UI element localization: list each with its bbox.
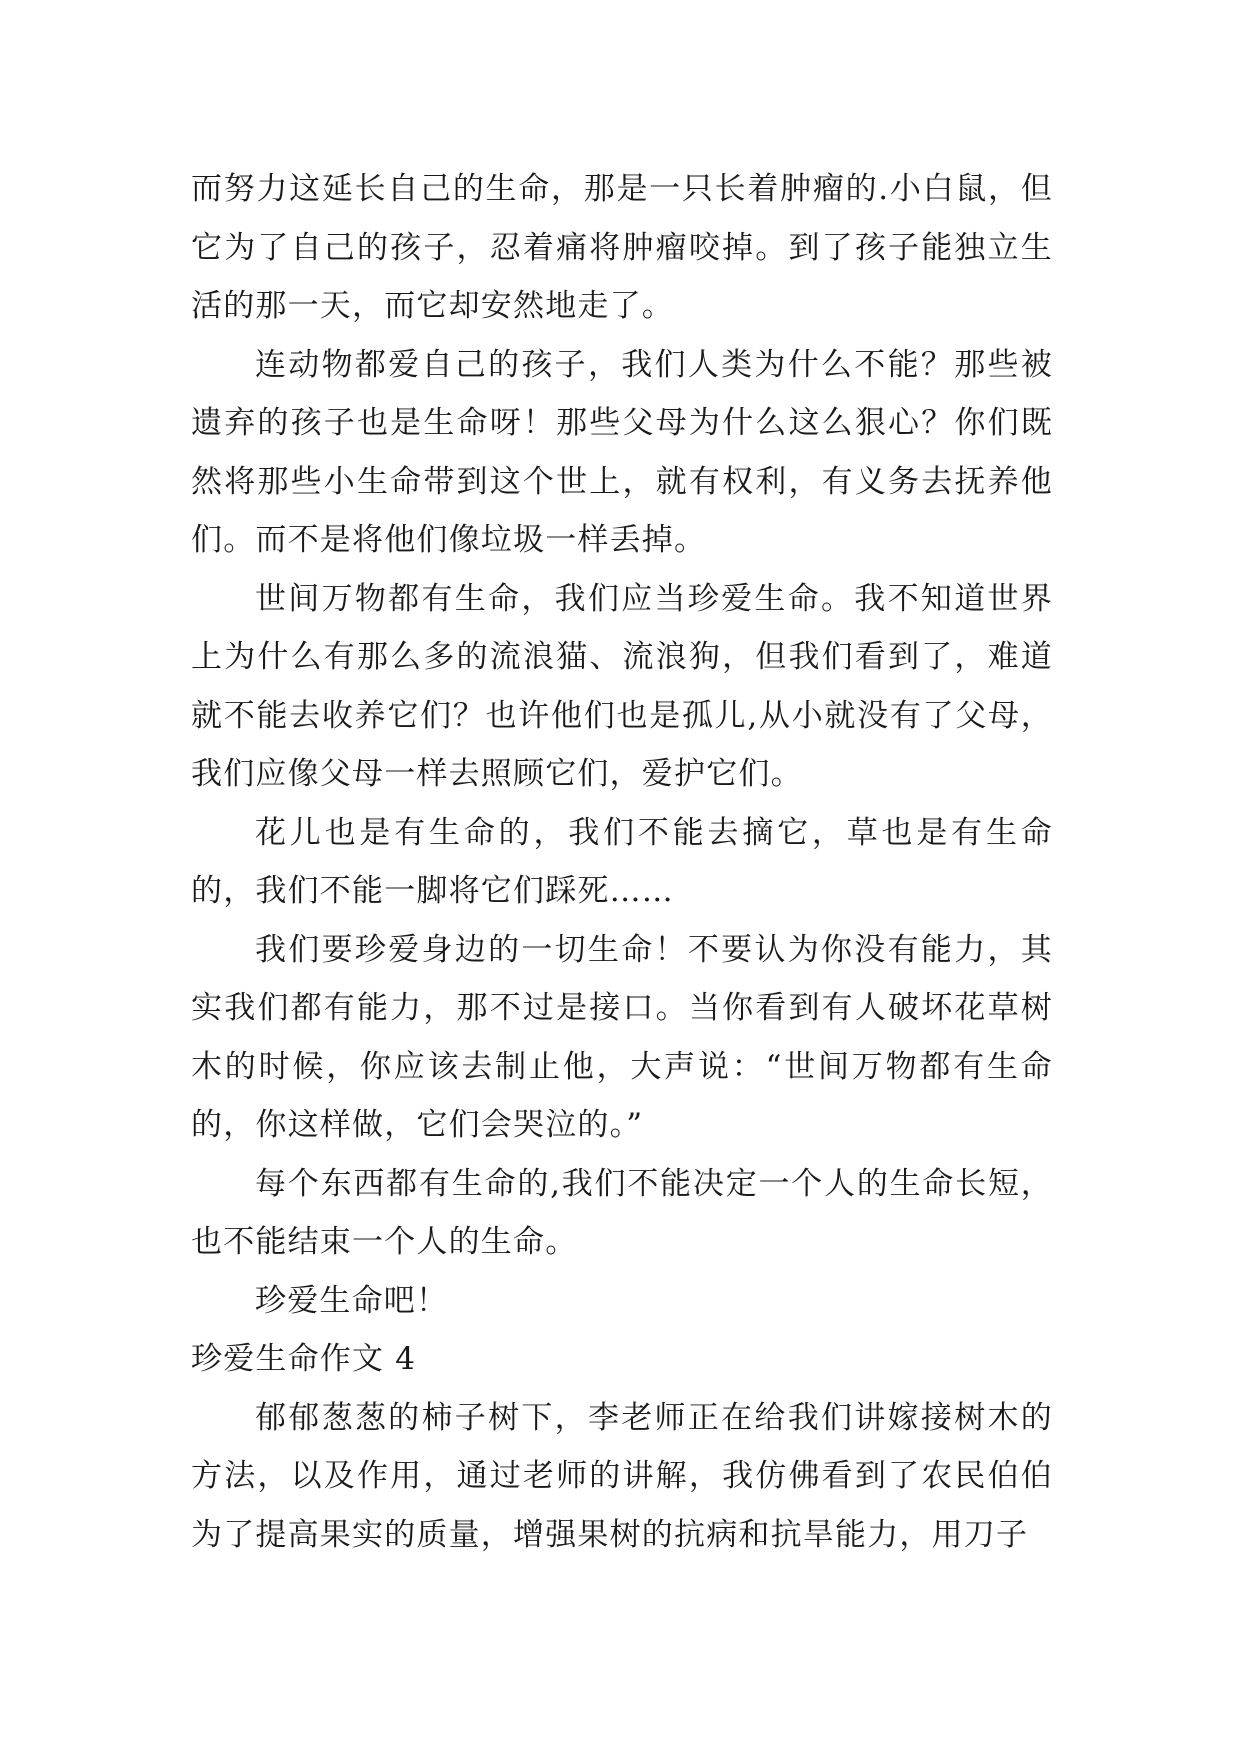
paragraph: 每个东西都有生命的,我们不能决定一个人的生命长短，也不能结束一个人的生命。: [191, 1165, 1053, 1260]
paragraph-continuation: 而努力这延长自己的生命，那是一只长着肿瘤的.小白鼠，但它为了自己的孩子，忍着痛将肿瘤咬掉。到了孩子能独立生活的那一天，而它却安然地走了。: [191, 171, 1053, 324]
document-body: [191, 160, 1053, 1564]
paragraph: 郁郁葱葱的柿子树下，李老师正在给我们讲嫁接树木的方法，以及作用，通过老师的讲解，我仿佛看到了农民伯伯为了提高果实的质量，增强果树的抗病和抗旱能力，用刀子: [191, 1399, 1053, 1553]
paragraph: 世间万物都有生命，我们应当珍爱生命。我不知道世界上为什么有那么多的流浪猫、流浪狗，但我们看到了，难道就不能去收养它们？也许他们也是孤儿,从小就没有了父母，我们应像父母一样去照顾它们，爱护它们。: [191, 580, 1053, 792]
paragraph: 我们要珍爱身边的一切生命！不要认为你没有能力，其实我们都有能力，那不过是接口。当你看到有人破坏花草树木的时候，你应该去制止他，大声说：“世间万物都有生命的，你这样做，它们会哭泣的。”: [191, 931, 1053, 1143]
section-heading: 珍爱生命作文 4: [191, 1341, 417, 1377]
paragraph: 连动物都爱自己的孩子，我们人类为什么不能？那些被遗弃的孩子也是生命呀！那些父母为什么这么狠心？你们既然将那些小生命带到这个世上，就有权利，有义务去抚养他们。而不是将他们像垃圾一样丢掉。: [191, 346, 1053, 558]
paragraph: 花儿也是有生命的，我们不能去摘它，草也是有生命的，我们不能一脚将它们踩死……: [191, 814, 1053, 909]
paragraph: 珍爱生命吧！: [255, 1282, 449, 1319]
